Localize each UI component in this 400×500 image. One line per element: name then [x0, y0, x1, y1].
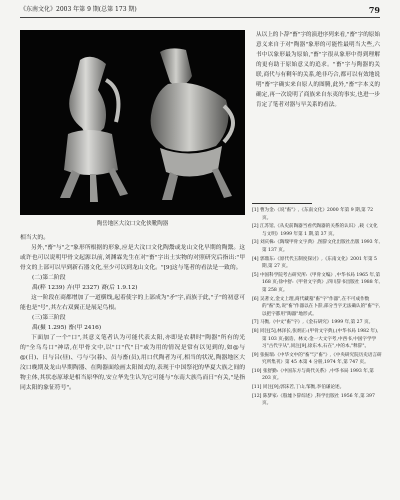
glyph-examples-stage-3: 禹(摄 1.295) 畜(甲 2416) — [32, 325, 102, 331]
footnotes — [252, 207, 382, 409]
pottery-photo — [20, 30, 245, 215]
right-column — [256, 30, 380, 110]
page-header — [20, 4, 380, 16]
footnote: [1] 曹为金:《说"畜"》,《东南文化》2000 年第 9 期,第 72 页。 — [252, 208, 374, 221]
footnote: [6] 吴著文,金文上理,商代藏墓"畜"字"作器",在不可成作数的"畜"类,说"畜"作器以在卜辞,部分当字无法确认的"畜"字,以把字都用"陶器"地形式。 — [252, 296, 381, 317]
footnote: [3] 刘庆株:《陶瑞甲骨文字典》,图辞文化出版社出版 1993 年,第 137 页。 — [252, 240, 381, 253]
footnote: [5] 中国科学院考古研究所:《甲骨文编》,中华书局 1965 年,第 168 页;徐中舒:《甲骨文字典》,四川辞书出版社 1988 年,第 258 页。 — [252, 272, 381, 293]
footnote: [8] 同注[5],林泽长,张炳正:(甲骨文字典),(中华书局 1982 年),第 103 页;据诰、林文:金一大文字考,中西书,中国字学学习"古代字从",同注[9],徐东木,石在",中的本,"释辞"。 — [252, 328, 379, 350]
glyph-examples-stage-2: 禹(粹 1239) 卉(甲 2327) 裔(后 1.9.12) — [32, 285, 138, 291]
footnote: [9] 张振瑞:《中华文中的"畜"与"畜"》,《中央研究院历史语言研究所集刊》第 45 本第 4 分册,1974 年,第 747 页。 — [252, 352, 382, 366]
section-heading-stage-2: (二)第二阶段 — [32, 275, 66, 281]
notes-rule — [252, 203, 312, 204]
footnote: [11] 同注[9];郭沫若,丁山,邹衡,李伯谦论述。 — [252, 385, 345, 391]
body-paragraph: 另外,"畜"与"之"象形所根据的形象,应是大汶口文化陶鬶或龙山文化早期的陶鬶。这或许也可以说明甲骨文起源以前,刘渊霖先生在对"畜"字出土实物的对照研究后指出:"甲骨文的上部可以早到新石器文化,至少可以到龙山文化。"[9]这与笔者的看法是一致的。 — [20, 245, 245, 271]
continuation-text: 相当大的。 — [20, 235, 49, 241]
section-heading-stage-3: (三)第三阶段 — [32, 315, 66, 321]
pottery-photo-image — [20, 30, 245, 215]
footnote: [4] 郭鼎东:《原代代玉制度探讨》,《东南文化》2001 年第 5 期,第 27 页。 — [252, 256, 377, 270]
footnote: [7] 马衡,《中文"畜"字》,《金石研究》1999 年,第 27 页。 — [252, 320, 374, 326]
body-paragraph: 这一阶段在商都增加了一道横线,起着使字的上部成为"矛"字,而族于此,"子"的初意可能也是"号",其左右双翼正是展足鸟根。 — [20, 295, 245, 311]
footnote: [10] 张舒勤:《中国东方与商代关系》,中华书局 1993 年,第 203 页。 — [252, 368, 374, 382]
body-paragraph: 下面加了一个"口",其意义笔者认为可能代表太阳,亦即是农耕时"陶器"所有的光的"全乌鸟口"神话,在甲骨文中,以"口"代"日"或为用的情况是常有以见到的,如@与@(日)、日与吕(昼)、弓与弓(暮)、员与畜(员),用口代陶者为可,相当的状况,陶器地区大汶口晚期及龙山早期陶器、在陶器面绘画太阳图式的,表现于中国祭祀的华夏大族之间的物主体,其状态原球是相当原华的,安立华先生认为它可能与"东南大族鸟而日"有关,"是指同太阳的象征符号"。 — [20, 335, 245, 391]
right-column-paragraph: 从以上的卜辞"畜"字的演进序列来看,"畜"字的原始意义来自于对"陶器"象形的可能性最明当大些,六书中以象形最为原始,"畜"字很从象形中得到理解的更有助于原始意义的追求。"畜"字与陶器的关联,商代与有剩年的关系,绝非巧合,都可以有效地说明"畜"字确实来自原人的图腾,此外,"畜"字本义的确定,再一次说明了商族来自东夷的事实,也进一步肯定了笔者对器与早关系的看法。 — [256, 32, 380, 108]
page-number: 79 — [368, 5, 380, 15]
journal-citation: 《东南文化》2003 年第 9 期(总第 173 期) — [20, 6, 137, 13]
photo-caption: 陶岳地区大汶口文化侠靴陶器 — [96, 221, 169, 227]
footnote: [2] 江苏馆,《从史前陶器当看代陶器的关系的认识》,载《文化与文明》1999 年第 1 期,第 37 页。 — [252, 224, 378, 237]
left-column — [20, 233, 245, 393]
footnote: [12] 陈梦家:《殷墟卜辞综述》,科学出版社 1956 年,第 397 页。 — [252, 393, 375, 407]
header-rule — [20, 17, 380, 18]
